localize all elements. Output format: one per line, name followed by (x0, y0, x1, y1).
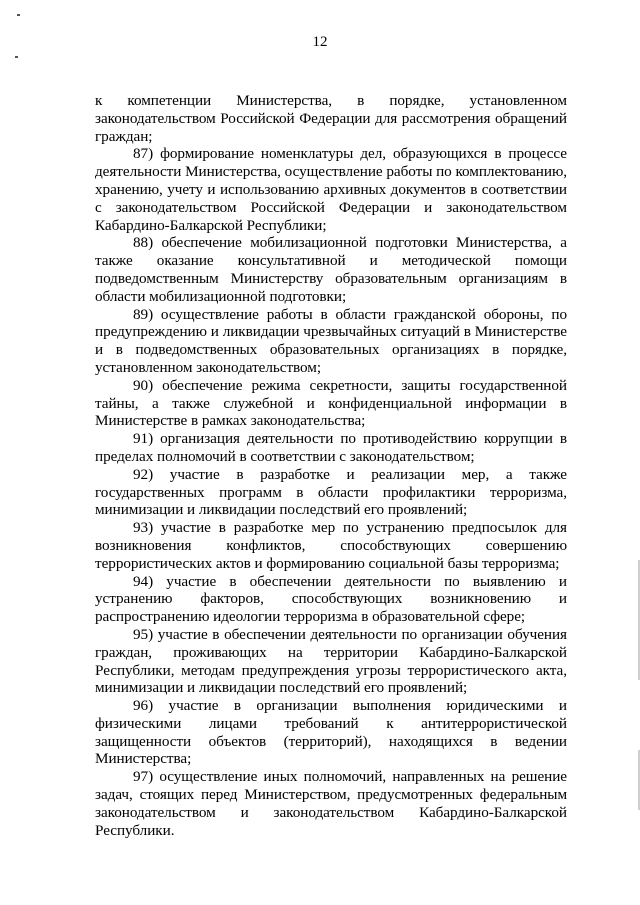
paragraph-96: 96) участие в организации выполнения юридическими и физическими лицами требований к антитеррористической защищенности объектов (территорий), находящихся в ведении Министерства; (95, 697, 567, 768)
paragraph-89: 89) осуществление работы в области гражданской обороны, по предупреждению и ликвидации чрезвычайных ситуаций в Министерстве и в подведомственных образовательных организациях в порядке, установленном законодательством; (95, 305, 567, 376)
scan-speck (17, 14, 20, 16)
paragraph-87: 87) формирование номенклатуры дел, образующихся в процессе деятельности Министерства, осуществление работы по комплектованию, хранению, учету и использованию архивных документов в соответствии с законодательством Российской Федерации и законодательством Кабардино-Балкарской Республики; (95, 145, 568, 234)
page-number: 12 (312, 34, 328, 50)
document-body (95, 92, 567, 839)
paragraph-95: 95) участие в обеспечении деятельности по организации обучения граждан, проживающих на территории Кабардино-Балкарской Республики, методам предупреждения угрозы террористического акта, минимизации и ликвидации последствий его проявлений; (95, 625, 567, 697)
paragraph-94: 94) участие в обеспечении деятельности по выявлению и устранению факторов, способствующих возникновению и распространению идеологии терроризма в образовательной сфере; (95, 572, 567, 626)
paragraph-97: 97) осуществление иных полномочий, направленных на решение задач, стоящих перед Министерством, предусмотренных федеральным законодательством и законодательством Кабардино-Балкарской Республики. (95, 768, 567, 839)
paragraph-continuation: к компетенции Министерства, в порядке, установленном законодательством Российской Федерации для рассмотрения обращений граждан; (95, 92, 567, 145)
paragraph-92: 92) участие в разработке и реализации мер, а также государственных программ в области профилактики терроризма, минимизации и ликвидации последствий его проявлений; (95, 465, 567, 519)
paragraph-93: 93) участие в разработке мер по устранению предпосылок для возникновения конфликтов, способствующих совершению террористических актов и формированию социальной базы терроризма; (95, 519, 567, 572)
scan-speck (15, 56, 18, 58)
paragraph-91: 91) организация деятельности по противодействию коррупции в пределах полномочий в соответствии с законодательством; (95, 430, 567, 465)
paragraph-90: 90) обеспечение режима секретности, защиты государственной тайны, а также служебной и конфиденциальной информации в Министерстве в рамках законодательства; (95, 376, 567, 430)
paragraph-88: 88) обеспечение мобилизационной подготовки Министерства, а также оказание консультативной и методической помощи подведомственным Министерству образовательным организациям в области мобилизационной подготовки; (95, 234, 567, 305)
